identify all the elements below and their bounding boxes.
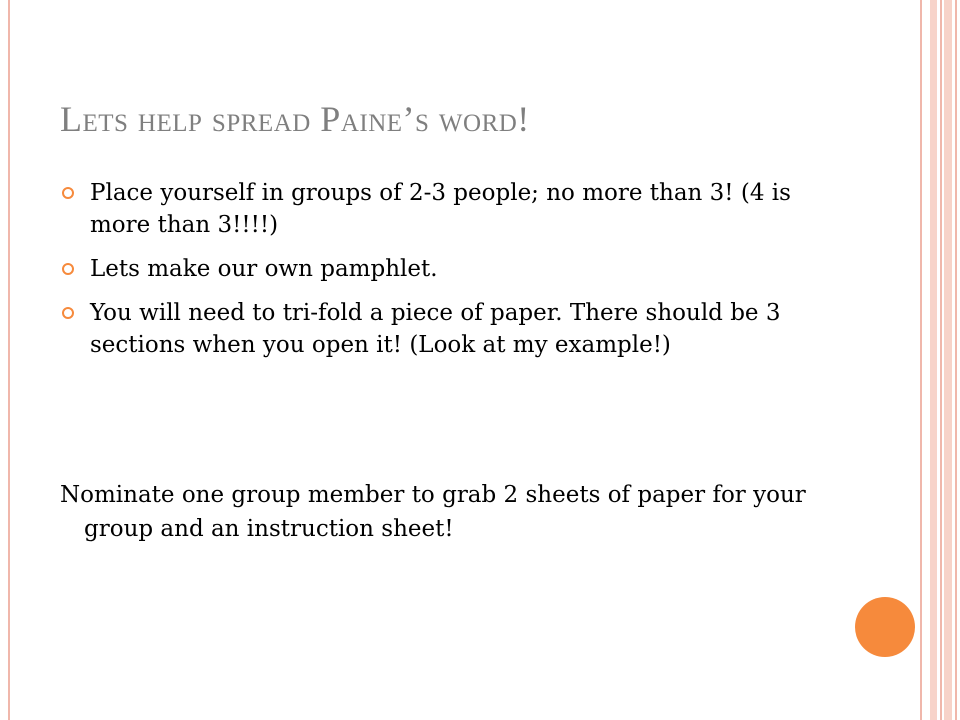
right-frame-line-edge (955, 0, 957, 720)
hollow-circle-bullet-icon (62, 307, 74, 319)
orange-circle-icon (855, 597, 915, 657)
closing-instruction: Nominate one group member to grab 2 sheets of paper for your group and an instruction sheet! (60, 482, 806, 542)
left-frame-line (8, 0, 10, 720)
right-frame-band (930, 0, 937, 720)
right-frame-band-outer (944, 0, 952, 720)
right-frame-line-outer (940, 0, 942, 720)
hollow-circle-bullet-icon (62, 187, 74, 199)
hollow-circle-bullet-icon (62, 263, 74, 275)
bullet-item (60, 253, 820, 285)
right-frame-line (920, 0, 922, 720)
bullet-text: You will need to tri-fold a piece of paper. There should be 3 sections when you open it! (Look at my example!) (90, 300, 781, 358)
bullet-item (60, 177, 820, 241)
slide-title: Lets help spread Paine’s word! (60, 99, 530, 139)
bullet-text: Place yourself in groups of 2-3 people; no more than 3! (4 is more than 3!!!!) (90, 180, 791, 238)
bullet-text: Lets make our own pamphlet. (90, 256, 438, 282)
bullet-list (60, 177, 820, 373)
bullet-item (60, 297, 820, 361)
